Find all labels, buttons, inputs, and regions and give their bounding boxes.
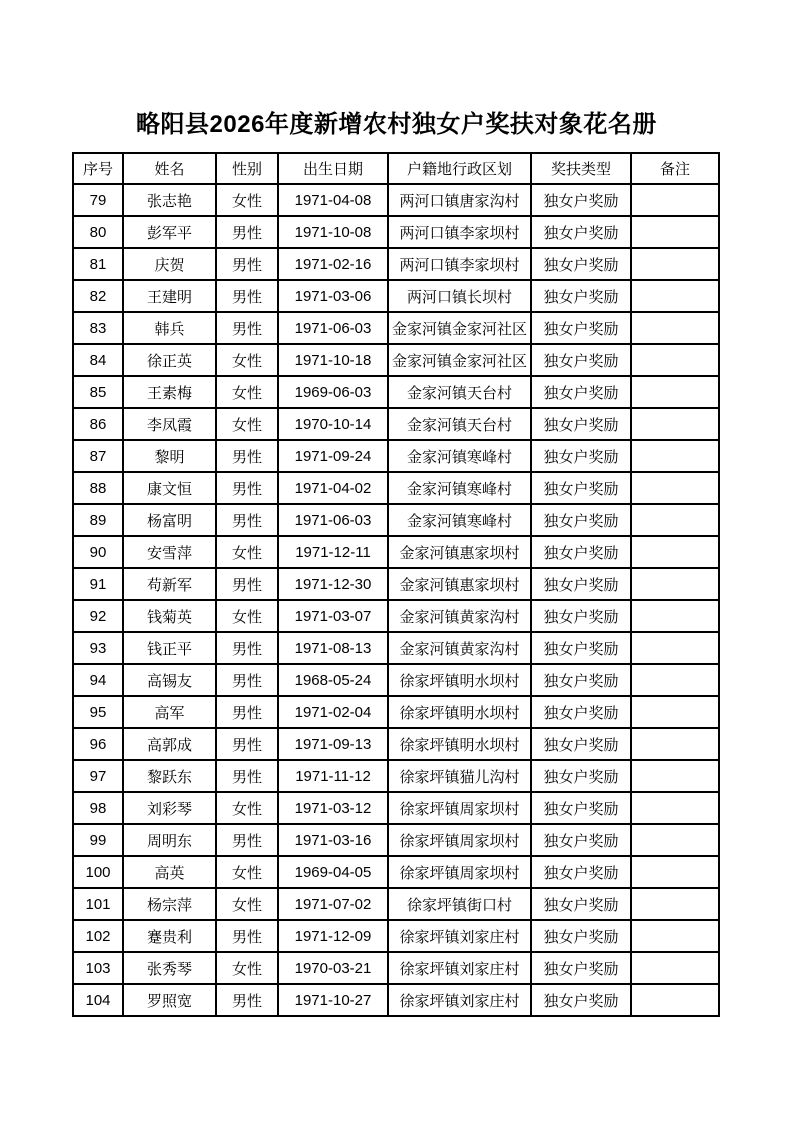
cell-gender: 女性 [216, 856, 278, 888]
cell-award-type: 独女户奖励 [531, 184, 631, 216]
cell-gender: 女性 [216, 408, 278, 440]
table-header-row [73, 153, 719, 184]
cell-region: 金家河镇天台村 [388, 376, 531, 408]
cell-name: 钱菊英 [123, 600, 216, 632]
cell-award-type: 独女户奖励 [531, 376, 631, 408]
cell-remark [631, 888, 719, 920]
cell-remark [631, 216, 719, 248]
cell-name: 高军 [123, 696, 216, 728]
cell-region: 金家河镇黄家沟村 [388, 600, 531, 632]
cell-name: 高锡友 [123, 664, 216, 696]
cell-birth-date: 1971-02-16 [278, 248, 388, 280]
table-row [73, 568, 719, 600]
cell-remark [631, 504, 719, 536]
cell-award-type: 独女户奖励 [531, 216, 631, 248]
cell-remark [631, 248, 719, 280]
cell-region: 徐家坪镇街口村 [388, 888, 531, 920]
cell-region: 金家河镇金家河社区 [388, 344, 531, 376]
table-row [73, 280, 719, 312]
cell-name: 黎明 [123, 440, 216, 472]
cell-gender: 女性 [216, 888, 278, 920]
cell-region: 金家河镇寒峰村 [388, 440, 531, 472]
cell-birth-date: 1970-10-14 [278, 408, 388, 440]
cell-birth-date: 1968-05-24 [278, 664, 388, 696]
cell-remark [631, 568, 719, 600]
cell-serial: 92 [73, 600, 123, 632]
cell-region: 金家河镇惠家坝村 [388, 568, 531, 600]
cell-remark [631, 984, 719, 1016]
cell-gender: 男性 [216, 248, 278, 280]
cell-gender: 女性 [216, 184, 278, 216]
cell-region: 金家河镇寒峰村 [388, 472, 531, 504]
cell-gender: 女性 [216, 600, 278, 632]
cell-region: 金家河镇天台村 [388, 408, 531, 440]
cell-serial: 96 [73, 728, 123, 760]
cell-birth-date: 1971-09-24 [278, 440, 388, 472]
cell-name: 康文恒 [123, 472, 216, 504]
cell-remark [631, 440, 719, 472]
cell-birth-date: 1971-03-07 [278, 600, 388, 632]
cell-serial: 103 [73, 952, 123, 984]
cell-award-type: 独女户奖励 [531, 472, 631, 504]
cell-serial: 99 [73, 824, 123, 856]
cell-region: 金家河镇金家河社区 [388, 312, 531, 344]
cell-serial: 82 [73, 280, 123, 312]
table-row [73, 312, 719, 344]
cell-gender: 男性 [216, 312, 278, 344]
table-row [73, 760, 719, 792]
cell-serial: 104 [73, 984, 123, 1016]
cell-serial: 98 [73, 792, 123, 824]
cell-serial: 100 [73, 856, 123, 888]
cell-remark [631, 856, 719, 888]
table-body [73, 184, 719, 1016]
table-row [73, 728, 719, 760]
cell-name: 周明东 [123, 824, 216, 856]
cell-serial: 81 [73, 248, 123, 280]
cell-name: 钱正平 [123, 632, 216, 664]
cell-remark [631, 952, 719, 984]
cell-gender: 男性 [216, 760, 278, 792]
cell-name: 王建明 [123, 280, 216, 312]
cell-gender: 男性 [216, 568, 278, 600]
cell-birth-date: 1971-12-09 [278, 920, 388, 952]
cell-gender: 男性 [216, 504, 278, 536]
page-title: 略阳县2026年度新增农村独女户奖扶对象花名册 [136, 111, 657, 138]
cell-remark [631, 824, 719, 856]
cell-gender: 女性 [216, 536, 278, 568]
cell-remark [631, 664, 719, 696]
cell-award-type: 独女户奖励 [531, 888, 631, 920]
cell-serial: 94 [73, 664, 123, 696]
cell-remark [631, 632, 719, 664]
cell-gender: 男性 [216, 728, 278, 760]
col-header-award-type: 奖扶类型 [531, 153, 631, 184]
cell-award-type: 独女户奖励 [531, 312, 631, 344]
table-row [73, 184, 719, 216]
cell-remark [631, 600, 719, 632]
cell-region: 徐家坪镇刘家庄村 [388, 920, 531, 952]
cell-serial: 83 [73, 312, 123, 344]
cell-region: 徐家坪镇猫儿沟村 [388, 760, 531, 792]
cell-award-type: 独女户奖励 [531, 344, 631, 376]
cell-gender: 男性 [216, 216, 278, 248]
table-row [73, 216, 719, 248]
cell-region: 两河口镇长坝村 [388, 280, 531, 312]
cell-region: 金家河镇惠家坝村 [388, 536, 531, 568]
cell-region: 徐家坪镇周家坝村 [388, 856, 531, 888]
cell-remark [631, 376, 719, 408]
cell-award-type: 独女户奖励 [531, 760, 631, 792]
cell-birth-date: 1970-03-21 [278, 952, 388, 984]
cell-name: 高郭成 [123, 728, 216, 760]
cell-award-type: 独女户奖励 [531, 568, 631, 600]
cell-remark [631, 408, 719, 440]
cell-birth-date: 1971-06-03 [278, 312, 388, 344]
cell-remark [631, 312, 719, 344]
cell-birth-date: 1969-06-03 [278, 376, 388, 408]
col-header-region: 户籍地行政区划 [388, 153, 531, 184]
cell-serial: 97 [73, 760, 123, 792]
cell-birth-date: 1971-03-16 [278, 824, 388, 856]
table-row [73, 248, 719, 280]
cell-award-type: 独女户奖励 [531, 664, 631, 696]
table-row [73, 344, 719, 376]
cell-name: 彭军平 [123, 216, 216, 248]
cell-name: 高英 [123, 856, 216, 888]
cell-award-type: 独女户奖励 [531, 536, 631, 568]
cell-serial: 95 [73, 696, 123, 728]
cell-award-type: 独女户奖励 [531, 408, 631, 440]
col-header-serial: 序号 [73, 153, 123, 184]
cell-birth-date: 1971-09-13 [278, 728, 388, 760]
cell-gender: 女性 [216, 344, 278, 376]
cell-remark [631, 184, 719, 216]
cell-birth-date: 1971-07-02 [278, 888, 388, 920]
cell-name: 罗照宽 [123, 984, 216, 1016]
cell-award-type: 独女户奖励 [531, 856, 631, 888]
cell-remark [631, 792, 719, 824]
cell-birth-date: 1971-10-08 [278, 216, 388, 248]
cell-award-type: 独女户奖励 [531, 952, 631, 984]
cell-birth-date: 1971-10-27 [278, 984, 388, 1016]
col-header-name: 姓名 [123, 153, 216, 184]
cell-remark [631, 536, 719, 568]
cell-birth-date: 1971-02-04 [278, 696, 388, 728]
cell-region: 两河口镇李家坝村 [388, 216, 531, 248]
cell-gender: 女性 [216, 792, 278, 824]
cell-birth-date: 1971-04-02 [278, 472, 388, 504]
cell-award-type: 独女户奖励 [531, 632, 631, 664]
cell-region: 徐家坪镇明水坝村 [388, 696, 531, 728]
cell-name: 庆贺 [123, 248, 216, 280]
cell-birth-date: 1971-06-03 [278, 504, 388, 536]
col-header-remark: 备注 [631, 153, 719, 184]
cell-name: 苟新军 [123, 568, 216, 600]
cell-birth-date: 1971-04-08 [278, 184, 388, 216]
cell-gender: 女性 [216, 952, 278, 984]
cell-award-type: 独女户奖励 [531, 280, 631, 312]
table-row [73, 952, 719, 984]
cell-award-type: 独女户奖励 [531, 792, 631, 824]
cell-name: 安雪萍 [123, 536, 216, 568]
table-row [73, 696, 719, 728]
cell-birth-date: 1971-03-06 [278, 280, 388, 312]
cell-gender: 女性 [216, 376, 278, 408]
cell-name: 李凤霞 [123, 408, 216, 440]
cell-region: 徐家坪镇刘家庄村 [388, 984, 531, 1016]
cell-award-type: 独女户奖励 [531, 824, 631, 856]
cell-award-type: 独女户奖励 [531, 440, 631, 472]
cell-birth-date: 1969-04-05 [278, 856, 388, 888]
cell-name: 刘彩琴 [123, 792, 216, 824]
cell-birth-date: 1971-03-12 [278, 792, 388, 824]
cell-serial: 86 [73, 408, 123, 440]
cell-region: 徐家坪镇周家坝村 [388, 824, 531, 856]
cell-serial: 87 [73, 440, 123, 472]
cell-serial: 79 [73, 184, 123, 216]
cell-birth-date: 1971-12-11 [278, 536, 388, 568]
cell-region: 金家河镇黄家沟村 [388, 632, 531, 664]
col-header-birth-date: 出生日期 [278, 153, 388, 184]
table-row [73, 888, 719, 920]
cell-serial: 80 [73, 216, 123, 248]
table-row [73, 536, 719, 568]
cell-award-type: 独女户奖励 [531, 920, 631, 952]
cell-gender: 男性 [216, 472, 278, 504]
cell-birth-date: 1971-11-12 [278, 760, 388, 792]
table-row [73, 984, 719, 1016]
cell-region: 两河口镇唐家沟村 [388, 184, 531, 216]
cell-serial: 93 [73, 632, 123, 664]
cell-region: 两河口镇李家坝村 [388, 248, 531, 280]
table-row [73, 664, 719, 696]
cell-award-type: 独女户奖励 [531, 728, 631, 760]
cell-remark [631, 280, 719, 312]
cell-birth-date: 1971-08-13 [278, 632, 388, 664]
cell-name: 张秀琴 [123, 952, 216, 984]
table-row [73, 920, 719, 952]
cell-region: 金家河镇寒峰村 [388, 504, 531, 536]
cell-name: 徐正英 [123, 344, 216, 376]
table-row [73, 504, 719, 536]
table-row [73, 600, 719, 632]
cell-remark [631, 728, 719, 760]
cell-region: 徐家坪镇刘家庄村 [388, 952, 531, 984]
col-header-gender: 性别 [216, 153, 278, 184]
table-row [73, 792, 719, 824]
table-row [73, 440, 719, 472]
cell-name: 杨富明 [123, 504, 216, 536]
cell-remark [631, 696, 719, 728]
cell-gender: 男性 [216, 984, 278, 1016]
table-row [73, 472, 719, 504]
cell-serial: 102 [73, 920, 123, 952]
cell-name: 王素梅 [123, 376, 216, 408]
cell-remark [631, 920, 719, 952]
cell-award-type: 独女户奖励 [531, 504, 631, 536]
cell-gender: 男性 [216, 632, 278, 664]
cell-award-type: 独女户奖励 [531, 248, 631, 280]
cell-award-type: 独女户奖励 [531, 696, 631, 728]
cell-name: 杨宗萍 [123, 888, 216, 920]
table-row [73, 824, 719, 856]
cell-serial: 90 [73, 536, 123, 568]
cell-birth-date: 1971-12-30 [278, 568, 388, 600]
cell-name: 韩兵 [123, 312, 216, 344]
cell-remark [631, 472, 719, 504]
cell-gender: 男性 [216, 440, 278, 472]
cell-region: 徐家坪镇周家坝村 [388, 792, 531, 824]
cell-gender: 男性 [216, 920, 278, 952]
cell-region: 徐家坪镇明水坝村 [388, 664, 531, 696]
cell-serial: 85 [73, 376, 123, 408]
cell-serial: 84 [73, 344, 123, 376]
cell-gender: 男性 [216, 664, 278, 696]
cell-name: 蹇贵利 [123, 920, 216, 952]
cell-serial: 91 [73, 568, 123, 600]
cell-gender: 男性 [216, 824, 278, 856]
table-row [73, 376, 719, 408]
cell-name: 黎跃东 [123, 760, 216, 792]
cell-remark [631, 344, 719, 376]
cell-serial: 88 [73, 472, 123, 504]
cell-serial: 89 [73, 504, 123, 536]
cell-award-type: 独女户奖励 [531, 600, 631, 632]
cell-name: 张志艳 [123, 184, 216, 216]
table-row [73, 632, 719, 664]
cell-region: 徐家坪镇明水坝村 [388, 728, 531, 760]
table-row [73, 856, 719, 888]
table-row [73, 408, 719, 440]
cell-gender: 男性 [216, 696, 278, 728]
roster-table [72, 152, 720, 1017]
cell-gender: 男性 [216, 280, 278, 312]
cell-award-type: 独女户奖励 [531, 984, 631, 1016]
cell-birth-date: 1971-10-18 [278, 344, 388, 376]
cell-serial: 101 [73, 888, 123, 920]
cell-remark [631, 760, 719, 792]
